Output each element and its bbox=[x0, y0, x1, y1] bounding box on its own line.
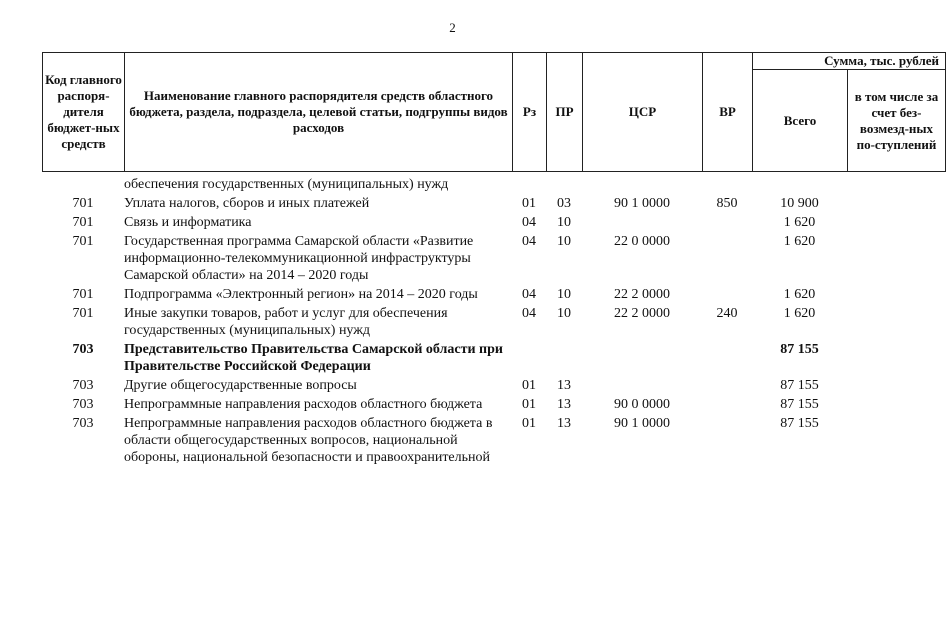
header-grants: в том числе за счет без-возмезд-ных по-ступлений bbox=[848, 70, 946, 172]
header-pr: ПР bbox=[547, 53, 583, 172]
cell-total: 1 620 bbox=[783, 234, 816, 249]
cell-total: 1 620 bbox=[783, 306, 816, 321]
cell-code: 701 bbox=[72, 234, 94, 249]
table-row bbox=[42, 415, 945, 468]
cell-total: 87 155 bbox=[780, 378, 819, 393]
cell-vr bbox=[702, 377, 752, 396]
cell-rz bbox=[512, 341, 546, 377]
table-row bbox=[42, 396, 945, 415]
cell-grants bbox=[847, 396, 945, 415]
cell-pr bbox=[546, 341, 582, 377]
cell-grants bbox=[847, 233, 945, 286]
cell-csr: 90 1 0000 bbox=[614, 196, 670, 211]
cell-total: 87 155 bbox=[780, 342, 819, 357]
cell-csr: 22 2 0000 bbox=[614, 306, 670, 321]
cell-csr: 90 1 0000 bbox=[614, 416, 670, 431]
table-row bbox=[42, 233, 945, 286]
cell-grants bbox=[847, 176, 945, 195]
cell-code: 701 bbox=[72, 196, 94, 211]
cell-pr: 10 bbox=[557, 306, 571, 321]
cell-vr bbox=[702, 341, 752, 377]
table-row bbox=[42, 214, 945, 233]
cell-total: 87 155 bbox=[780, 397, 819, 412]
cell-csr bbox=[582, 341, 702, 377]
cell-rz: 04 bbox=[522, 215, 536, 230]
header-name: Наименование главного распорядителя средств областного бюджета, раздела, подраздела, целевой статьи, подгруппы видов расходов bbox=[125, 53, 513, 172]
cell-vr bbox=[702, 396, 752, 415]
cell-grants bbox=[847, 286, 945, 305]
cell-grants bbox=[847, 214, 945, 233]
cell-grants bbox=[847, 195, 945, 214]
table-row bbox=[42, 286, 945, 305]
cell-rz: 04 bbox=[522, 287, 536, 302]
cell-code: 703 bbox=[72, 342, 94, 357]
cell-rz: 04 bbox=[522, 234, 536, 249]
cell-vr bbox=[702, 286, 752, 305]
cell-name: Связь и информатика bbox=[124, 215, 252, 230]
cell-rz: 04 bbox=[522, 306, 536, 321]
cell-vr bbox=[702, 176, 752, 195]
cell-csr: 22 0 0000 bbox=[614, 234, 670, 249]
header-sum: Сумма, тыс. рублей bbox=[753, 53, 946, 70]
cell-total: 10 900 bbox=[780, 196, 819, 211]
cell-pr: 13 bbox=[557, 378, 571, 393]
cell-name: Непрограммные направления расходов областного бюджета bbox=[124, 397, 483, 412]
cell-pr: 10 bbox=[557, 215, 571, 230]
cell-rz: 01 bbox=[522, 378, 536, 393]
header-rz: Рз bbox=[513, 53, 547, 172]
cell-csr: 22 2 0000 bbox=[614, 287, 670, 302]
table-row bbox=[42, 176, 945, 195]
cell-rz: 01 bbox=[522, 397, 536, 412]
cell-code: 701 bbox=[72, 215, 94, 230]
cell-code: 703 bbox=[72, 397, 94, 412]
cell-name: Представительство Правительства Самарской области при Правительстве Российской Федерации bbox=[124, 342, 503, 374]
cell-csr bbox=[582, 214, 702, 233]
cell-pr: 13 bbox=[557, 397, 571, 412]
header-csr: ЦСР bbox=[583, 53, 703, 172]
cell-total: 87 155 bbox=[780, 416, 819, 431]
cell-vr: 850 bbox=[716, 196, 738, 211]
cell-grants bbox=[847, 377, 945, 396]
header-code: Код главного распоря-дителя бюджет-ных средств bbox=[43, 53, 125, 172]
cell-name: Государственная программа Самарской области «Развитие информационно-телекоммуникационной инфраструктуры Самарской области» на 2014 – 2020 годы bbox=[124, 234, 474, 283]
cell-pr bbox=[546, 176, 582, 195]
header-vr: ВР bbox=[703, 53, 753, 172]
cell-code: 701 bbox=[72, 306, 94, 321]
cell-rz bbox=[512, 176, 546, 195]
cell-code: 701 bbox=[72, 287, 94, 302]
cell-pr: 13 bbox=[557, 416, 571, 431]
cell-rz: 01 bbox=[522, 416, 536, 431]
table-header bbox=[42, 52, 946, 172]
cell-vr bbox=[702, 415, 752, 468]
cell-grants bbox=[847, 305, 945, 341]
cell-grants bbox=[847, 341, 945, 377]
cell-name: Непрограммные направления расходов областного бюджета в области общегосударственных вопросов, национальной обороны, национальной безопасности и правоохранительной bbox=[124, 416, 493, 465]
cell-total bbox=[752, 176, 847, 195]
cell-csr bbox=[582, 176, 702, 195]
cell-vr bbox=[702, 214, 752, 233]
table-row bbox=[42, 195, 945, 214]
table-row bbox=[42, 377, 945, 396]
cell-vr: 240 bbox=[716, 306, 738, 321]
cell-grants bbox=[847, 415, 945, 468]
cell-name: Другие общегосударственные вопросы bbox=[124, 378, 357, 393]
cell-rz: 01 bbox=[522, 196, 536, 211]
cell-pr: 10 bbox=[557, 234, 571, 249]
cell-pr: 10 bbox=[557, 287, 571, 302]
cell-name: Уплата налогов, сборов и иных платежей bbox=[124, 196, 370, 211]
cell-vr bbox=[702, 233, 752, 286]
cell-total: 1 620 bbox=[783, 287, 816, 302]
cell-code: 703 bbox=[72, 378, 94, 393]
cell-name: обеспечения государственных (муниципальных) нужд bbox=[124, 177, 449, 192]
cell-name: Иные закупки товаров, работ и услуг для обеспечения государственных (муниципальных) нужд bbox=[124, 306, 448, 338]
cell-csr: 90 0 0000 bbox=[614, 397, 670, 412]
cell-name: Подпрограмма «Электронный регион» на 2014 – 2020 годы bbox=[124, 287, 478, 302]
table-row bbox=[42, 341, 945, 377]
page-number: 2 bbox=[449, 20, 456, 35]
cell-pr: 03 bbox=[557, 196, 571, 211]
header-total: Всего bbox=[753, 70, 848, 172]
cell-total: 1 620 bbox=[783, 215, 816, 230]
cell-code: 703 bbox=[72, 416, 94, 431]
table-row bbox=[42, 305, 945, 341]
cell-csr bbox=[582, 377, 702, 396]
budget-table bbox=[42, 176, 945, 468]
cell-code bbox=[42, 176, 124, 195]
